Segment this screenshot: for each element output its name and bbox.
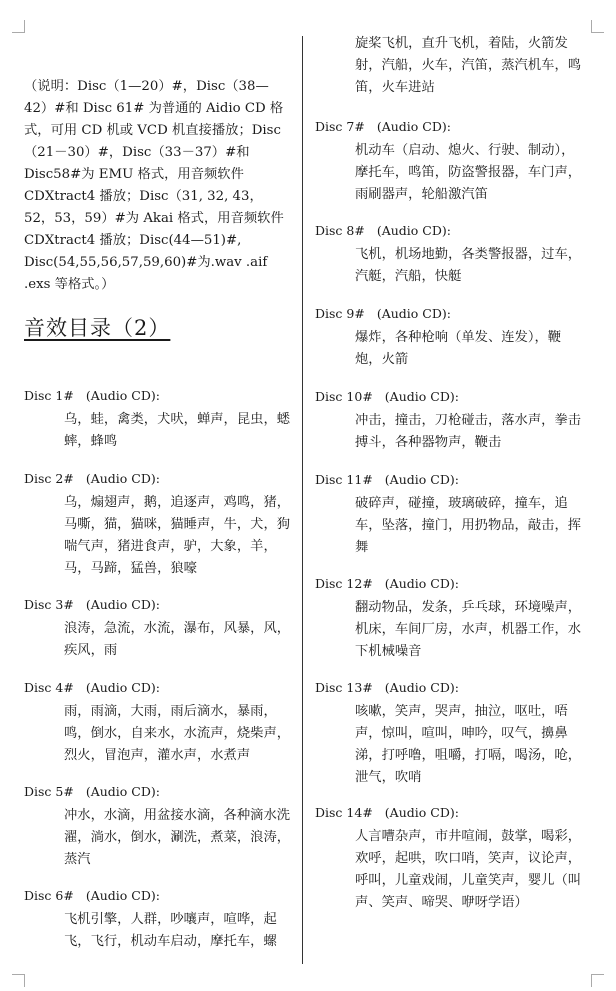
disc-format: (Audio CD):: [384, 472, 459, 487]
disc-label: Disc 11#: [315, 472, 373, 487]
disc-content: 机动车（启动、熄火、行驶、制动），摩托车，鸣笛，防盗警报器，车门声，雨刷器声，轮船激汽笛: [355, 143, 582, 202]
disc-format: (Audio CD):: [85, 784, 160, 799]
disc-content: 爆炸，各种枪响（单发、连发），鞭炮，火箭: [355, 330, 562, 367]
disc-label: Disc 2#: [24, 471, 74, 486]
disc-format: (Audio CD):: [376, 223, 451, 238]
section-title: 音效目录（2）: [24, 316, 171, 340]
disc-entry: [315, 305, 587, 371]
disc-content: 飞机，机场地勤，各类警报器，过车，汽艇，汽船，快艇: [355, 247, 582, 284]
disc-entry: [24, 783, 292, 871]
disc-format: (Audio CD):: [384, 576, 459, 591]
disc-label: Disc 13#: [315, 680, 373, 695]
disc-label: Disc 5#: [24, 784, 74, 799]
disc-label: Disc 9#: [315, 306, 365, 321]
disc-format: (Audio CD):: [85, 680, 160, 695]
disc-entry: [315, 388, 587, 454]
disc-format: (Audio CD):: [384, 680, 459, 695]
disc-label: Disc 10#: [315, 389, 373, 404]
column-divider: [302, 36, 303, 964]
disc-label: Disc 3#: [24, 597, 74, 612]
disc-entry: [315, 118, 587, 206]
disc-format: (Audio CD):: [384, 389, 459, 404]
disc-entry: [24, 470, 292, 580]
disc-content: 咳嗽，笑声，哭声，抽泣，呕吐，唔声，惊叫，喧叫，呻吟，叹气，擤鼻涕，打呼噜，咀嚼，打嗝，喝汤，呛，泄气，吹哨: [355, 704, 582, 785]
crop-mark-bottom-right: [591, 974, 604, 987]
disc-entry: [24, 679, 292, 767]
disc-entry: [315, 471, 587, 559]
disc-content: 人言嘈杂声，市井喧闹，鼓掌，喝彩，欢呼，起哄，吹口哨，笑声，议论声，呼叫，儿童戏闹，儿童笑声，婴儿（叫声、笑声、啼哭、咿呀学语）: [355, 829, 582, 910]
disc-content: 乌，蛙，禽类，犬吠，蝉声，昆虫，蟋蟀，蜂鸣: [64, 412, 291, 449]
disc-content: 冲击，撞击，刀枪碰击，落水声，拳击搏斗，各种器物声，鞭击: [355, 413, 582, 450]
disc-format: (Audio CD):: [85, 888, 160, 903]
disc-content: 飞机引擎，人群，吵嚷声，喧哗，起飞，飞行，机动车启动，摩托车，螺: [64, 912, 277, 949]
disc-content: 雨，雨滴，大雨，雨后滴水，暴雨，鸣，倒水，自来水，水流声，烧柴声，烈火，冒泡声，灌水声，水煮声: [64, 704, 291, 763]
disc-content: 冲水，水滴，用盆接水滴，各种滴水洗濯，淌水，倒水，涮洗，煮菜，浪涛，蒸汽: [64, 808, 291, 867]
format-note: （说明：Disc（1—20）#，Disc（38—42）#和 Disc 61# 为普通的 Aidio CD 格式，可用 CD 机或 VCD 机直接播放；Disc（21－30）#，Disc（33－37）#和 Disc58#为 EMU 格式，用音频软件 CDXtract4 播放；Disc（31, 32, 43，52，53，59）#为 Akai 格式，用音频软件 CDXtract4 播放；Disc(44—51)#, Disc(54,55,56,57,59,60)#为.wav .aif .exs 等格式。）: [24, 79, 284, 292]
disc-content: 浪涛，急流，水流，瀑布，风暴，风，疾风，雨: [64, 621, 291, 658]
disc-entry: [315, 804, 587, 914]
disc-label: Disc 1#: [24, 388, 74, 403]
disc-label: Disc 6#: [24, 888, 74, 903]
disc-format: (Audio CD):: [85, 597, 160, 612]
disc-content: 破碎声，碰撞，玻璃破碎，撞车，追车，坠落，撞门，用扔物品，敲击，挥舞: [355, 496, 582, 555]
disc-content: 翻动物品，发条，乒乓球，环境噪声，机床，车间厂房，水声，机器工作，水下机械噪音: [355, 600, 582, 659]
disc-label: Disc 4#: [24, 680, 74, 695]
crop-mark-top-left: [12, 20, 25, 33]
disc-format: (Audio CD):: [384, 805, 459, 820]
disc-format: (Audio CD):: [376, 119, 451, 134]
disc-entry: [315, 679, 587, 789]
disc-format: (Audio CD):: [376, 306, 451, 321]
disc-entry: [24, 387, 292, 453]
disc-entry: [315, 222, 587, 288]
disc-entry: [24, 887, 292, 953]
disc-format: (Audio CD):: [85, 471, 160, 486]
disc-entry: [315, 575, 587, 663]
crop-mark-top-right: [591, 20, 604, 33]
continued-content: 旋桨飞机，直升飞机，着陆，火箭发射，汽船，火车，汽笛，蒸汽机车，鸣笛，火车进站: [355, 36, 582, 95]
disc-label: Disc 7#: [315, 119, 365, 134]
disc-format: (Audio CD):: [85, 388, 160, 403]
disc-entry: [24, 596, 292, 662]
disc-label: Disc 8#: [315, 223, 365, 238]
disc-content: 乌，煽翅声，鹅，追逐声，鸡鸣，猪，马嘶，猫，猫咪，猫睡声，牛，犬，狗喘气声，猪进食声，驴，大象，羊，马，马蹄，猛兽，狼嚎: [64, 495, 291, 576]
disc-label: Disc 12#: [315, 576, 373, 591]
disc-label: Disc 14#: [315, 805, 373, 820]
crop-mark-bottom-left: [12, 974, 25, 987]
